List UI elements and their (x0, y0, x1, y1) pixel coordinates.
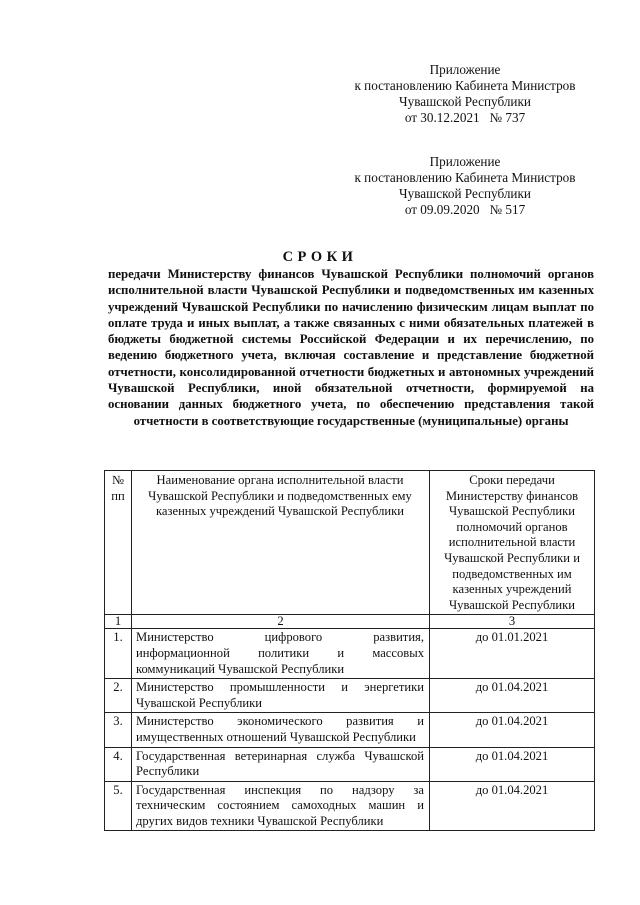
header-number-cell (105, 471, 132, 615)
appendix-resolution-line: к постановлению Кабинета Министров (354, 78, 576, 93)
appendix-block-current (340, 62, 590, 126)
row-organ-name: Государственная ветеринарная служба Чувашской Республики (132, 747, 430, 781)
appendix-label: Приложение (429, 154, 501, 169)
row-term: до 01.04.2021 (430, 713, 595, 747)
header-number-symbol: № (111, 473, 125, 487)
terms-table (104, 470, 595, 831)
row-term: до 01.04.2021 (430, 781, 595, 831)
appendix-block-previous (340, 154, 590, 218)
table-row (105, 781, 595, 831)
column-index: 1 (105, 615, 132, 629)
table-row (105, 679, 595, 713)
row-term: до 01.04.2021 (430, 747, 595, 781)
appendix-republic-line: Чувашской Республики (399, 94, 531, 109)
header-number-abbrev: пп (111, 488, 125, 503)
row-term: до 01.04.2021 (430, 679, 595, 713)
document-subtitle: передачи Министерству финансов Чувашской Республики полномочий органов исполнительной власти Чувашской Республики и подведомственных им казенных учреждений Чувашской Республики по начислению физическим лицам выплат по оплате труда и иных выплат, а также связанных с ними обязательных платежей в бюджеты бюджетной системы Российской Федерации и их перечислению, по ведению бюджетного учета, включая составление и представление бюджетной отчетности, консолидированной отчетности бюджетных и автономных учреждений Чувашской Республики, иной обязательной отчетности, формируемой на основании данных бюджетного учета, по обеспечению представления такой отчетности в соответствующие государственные (муниципальные) органы (108, 267, 594, 428)
row-organ-name: Министерство цифрового развития, информационной политики и массовых коммуникаций Чувашской Республики (132, 629, 430, 679)
row-number: 1. (105, 629, 132, 679)
appendix-label: Приложение (429, 62, 501, 77)
document-title: СРОКИ (282, 249, 358, 265)
table-row (105, 747, 595, 781)
appendix-date-number: от 09.09.2020 № 517 (404, 202, 526, 217)
header-transfer-term: Сроки передачи Министерству финансов Чувашской Республики полномочий органов исполнительной власти Чувашской Республики и подведомственных им казенных учреждений Чувашской Республики (430, 471, 595, 615)
row-number: 3. (105, 713, 132, 747)
table-row (105, 713, 595, 747)
appendix-resolution-line: к постановлению Кабинета Министров (354, 170, 576, 185)
row-number: 4. (105, 747, 132, 781)
row-number: 2. (105, 679, 132, 713)
row-organ-name: Государственная инспекция по надзору за техническим состоянием самоходных машин и других видов техники Чувашской Республики (132, 781, 430, 831)
row-number: 5. (105, 781, 132, 831)
table-row (105, 629, 595, 679)
header-organ-name: Наименование органа исполнительной власти Чувашской Республики и подведомственных ему казенных учреждений Чувашской Республики (132, 471, 430, 615)
column-index: 3 (430, 615, 595, 629)
row-term: до 01.01.2021 (430, 629, 595, 679)
table-column-index-row (105, 615, 595, 629)
row-organ-name: Министерство промышленности и энергетики Чувашской Республики (132, 679, 430, 713)
column-index: 2 (132, 615, 430, 629)
row-organ-name: Министерство экономического развития и имущественных отношений Чувашской Республики (132, 713, 430, 747)
table-header-row (105, 471, 595, 615)
appendix-date-number: от 30.12.2021 № 737 (404, 110, 526, 125)
appendix-republic-line: Чувашской Республики (399, 186, 531, 201)
